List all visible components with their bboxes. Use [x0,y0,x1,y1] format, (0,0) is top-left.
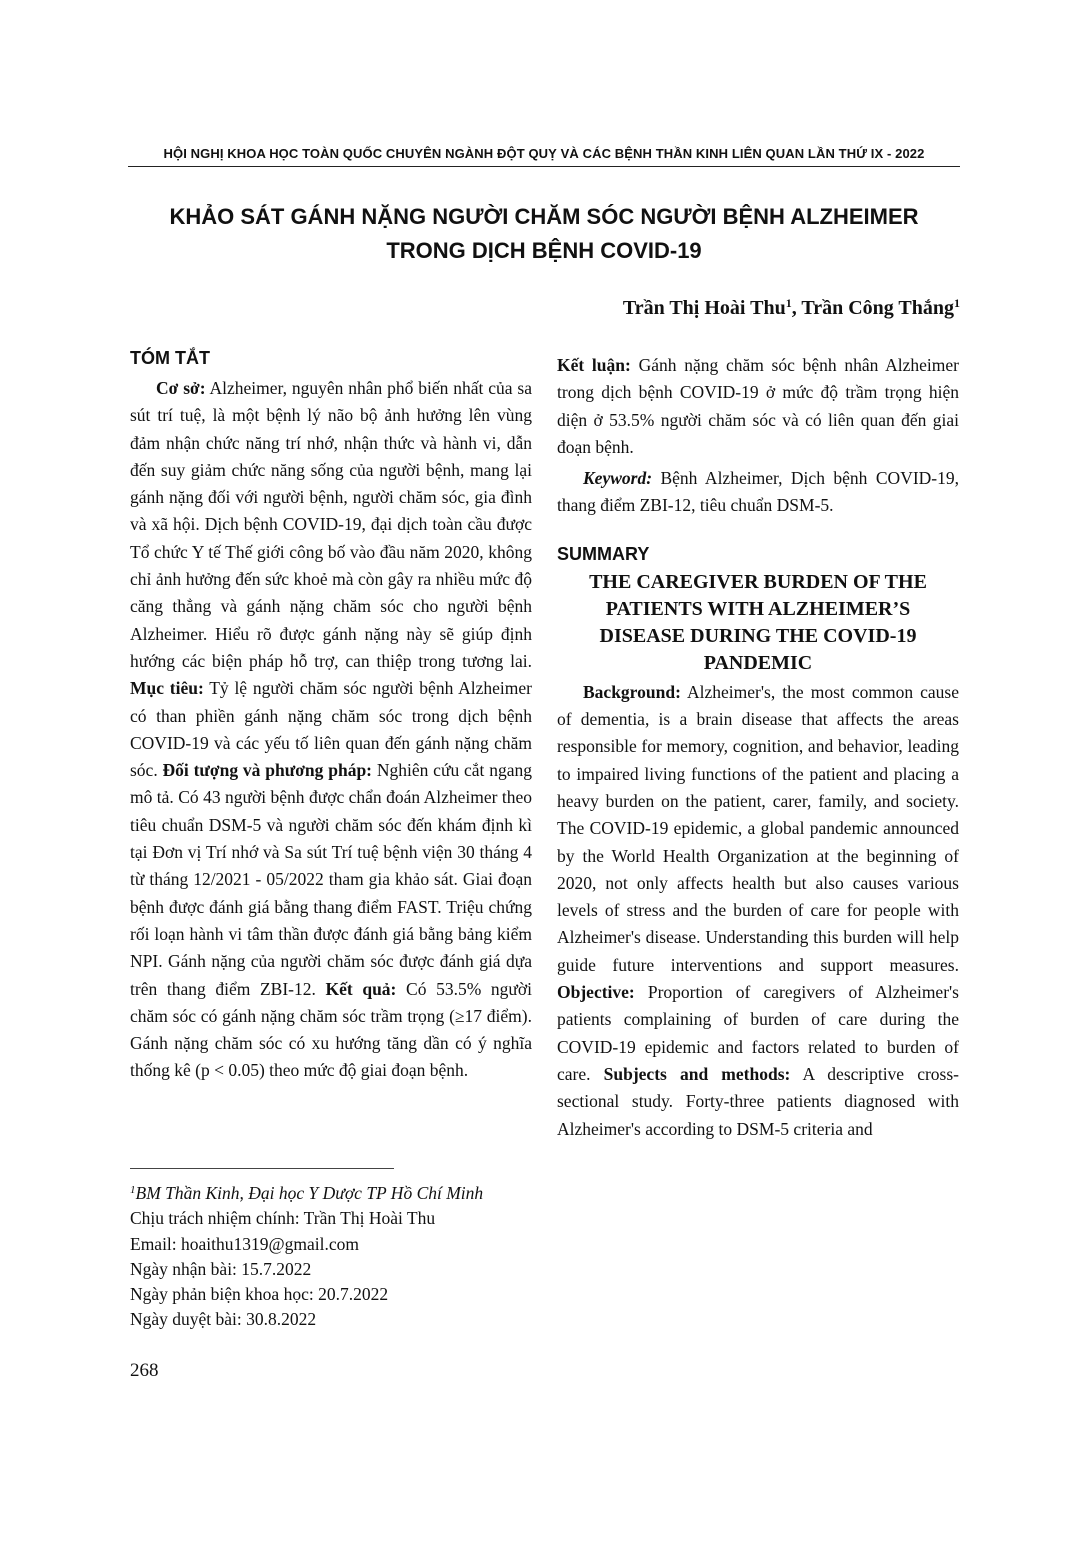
footnote-affiliation [130,1178,550,1206]
abstract-vi-heading: TÓM TẮT [130,348,210,368]
objective-text-en: Proportion of caregivers of Alzheimer's patients complaining of burden of care during the COVID-19 epidemic and factors related to burden of care. [557,982,959,1084]
footnote-email: Email: hoaithu1319@gmail.com [130,1233,359,1254]
title-line-1: KHẢO SÁT GÁNH NẶNG NGƯỜI CHĂM SÓC NGƯỜI BỆNH ALZHEIMER [169,204,919,229]
summary-title [557,569,959,677]
summary-title-line-4: PANDEMIC [703,651,813,674]
paper-title [128,200,960,268]
keyword-label: Keyword: [583,468,653,489]
summary-title-line-1: THE CAREGIVER BURDEN OF THE [589,570,927,593]
running-header: HỘI NGHỊ KHOA HỌC TOÀN QUỐC CHUYÊN NGÀNH ĐỘT QUỴ VÀ CÁC BỆNH THẦN KINH LIÊN QUAN LẦN THỨ IX - 2022 [163,146,925,161]
results-text-vi: Có 53.5% người chăm sóc có gánh nặng chăm sóc trầm trọng (≥17 điểm). Gánh nặng chăm sóc có xu hướng tăng dần có ý nghĩa thống kê (p < 0.05) theo mức độ giai đoạn bệnh. [130,978,533,1081]
author-1: Trần Thị Hoài Thu [622,297,786,319]
right-column [557,352,959,1143]
background-label-en: Background: [583,681,681,702]
footnote-responsible: Chịu trách nhiệm chính: Trần Thị Hoài Thu [130,1208,436,1229]
left-column [130,348,532,1085]
footnote-accepted: Ngày duyệt bài: 30.8.2022 [130,1309,317,1330]
methods-label-en: Subjects and methods: [603,1063,791,1084]
abstract-vi-body [130,375,532,1085]
results-label-vi: Kết quả: [325,978,397,999]
author-1-affil-mark: 1 [785,296,792,310]
objective-text-vi: Tỷ lệ người chăm sóc người bệnh Alzheimer có than phiền gánh nặng chăm sóc trong dịch bệnh COVID-19 và các yếu tố liên quan đến gánh nặng chăm sóc. [130,678,532,781]
author-list [623,296,960,320]
keywords-vi [557,465,959,520]
footnotes [130,1178,550,1333]
summary-body [557,679,959,1143]
footnote-reviewed: Ngày phản biện khoa học: 20.7.2022 [130,1284,389,1305]
conclusion-text-vi: Gánh nặng chăm sóc bệnh nhân Alzheimer trong dịch bệnh COVID-19 ở mức độ trầm trọng hiện diện ở 53.5% người chăm sóc và có liên quan đến giai đoạn bệnh. [557,355,959,457]
footnote-received: Ngày nhận bài: 15.7.2022 [130,1258,312,1279]
summary-title-line-3: DISEASE DURING THE COVID-19 [599,624,917,647]
footnote-affiliation-text: BM Thần Kinh, Đại học Y Dược TP Hồ Chí Minh [135,1183,484,1203]
title-line-2: TRONG DỊCH BỆNH COVID-19 [386,238,702,263]
methods-text-vi: Nghiên cứu cắt ngang mô tả. Có 43 người bệnh được chẩn đoán Alzheimer theo tiêu chuẩn DSM-5 và người chăm sóc đến khám định kì tại Đơn vị Trí nhớ và Sa sút Trí tuệ bệnh viện 30 tháng 4 từ tháng 12/2021 - 05/2022 tham gia khảo sát. Giai đoạn bệnh được đánh giá bằng thang điểm FAST. Triệu chứng rối loạn hành vi tâm thần được đánh giá bằng bảng kiểm NPI. Gánh nặng của người chăm sóc được đánh giá dựa trên thang điểm ZBI-12. [130,760,533,999]
methods-label-vi: Đối tượng và phương pháp: [162,760,373,781]
keyword-text: Bệnh Alzheimer, Dịch bệnh COVID-19, thang điểm ZBI-12, tiêu chuẩn DSM-5. [557,468,959,516]
background-label-vi: Cơ sở: [156,378,206,398]
author-separator: , [791,297,802,319]
objective-label-vi: Mục tiêu: [130,678,204,699]
author-2: Trần Công Thắng [801,297,954,319]
header-rule [128,166,960,167]
conclusion-label-vi: Kết luận: [557,355,631,375]
summary-title-line-2: PATIENTS WITH ALZHEIMER’S [605,597,911,620]
page-number: 268 [130,1360,159,1381]
footnote-rule [130,1168,394,1169]
background-text-vi: Alzheimer, nguyên nhân phổ biến nhất của sa sút trí tuệ, là một bệnh lý não bộ ảnh hưởng lên vùng đảm nhận chức năng trí nhớ, nhận thức và hành vi, dẫn đến suy giảm chức năng sống của người bệnh, mang lại gánh nặng đối với người bệnh, người chăm sóc, gia đình và xã hội. Dịch bệnh COVID-19, đại dịch toàn cầu được Tổ chức Y tế Thế giới công bố vào đầu năm 2020, không chỉ ảnh hưởng đến sức khoẻ mà còn gây ra nhiều mức độ căng thẳng và gánh nặng chăm sóc cho người bệnh Alzheimer. Hiểu rõ được gánh nặng này sẽ giúp định hướng các biện pháp hỗ trợ, can thiệp trong tương lai. [130,378,532,671]
author-2-affil-mark: 1 [954,296,960,310]
footnote-affil-mark: 1 [130,1184,136,1196]
summary-heading: SUMMARY [557,543,650,564]
objective-label-en: Objective: [557,982,635,1003]
background-text-en: Alzheimer's, the most common cause of dementia, is a brain disease that affects the areas responsible for memory, cognition, and behavior, leading to impaired living functions of the patient and placing a heavy burden on the patient, carer, family, and society. The COVID-19 epidemic, a global pandemic announced by the World Health Organization at the beginning of 2020, not only affects health but also causes various levels of stress and the burden of care for people with Alzheimer's disease. Understanding this burden will help guide future interventions and support measures. [557,681,959,975]
methods-text-en: A descriptive cross-sectional study. Forty-three patients diagnosed with Alzheimer's according to DSM-5 criteria and [557,1063,959,1139]
abstract-vi-continued [557,352,959,461]
